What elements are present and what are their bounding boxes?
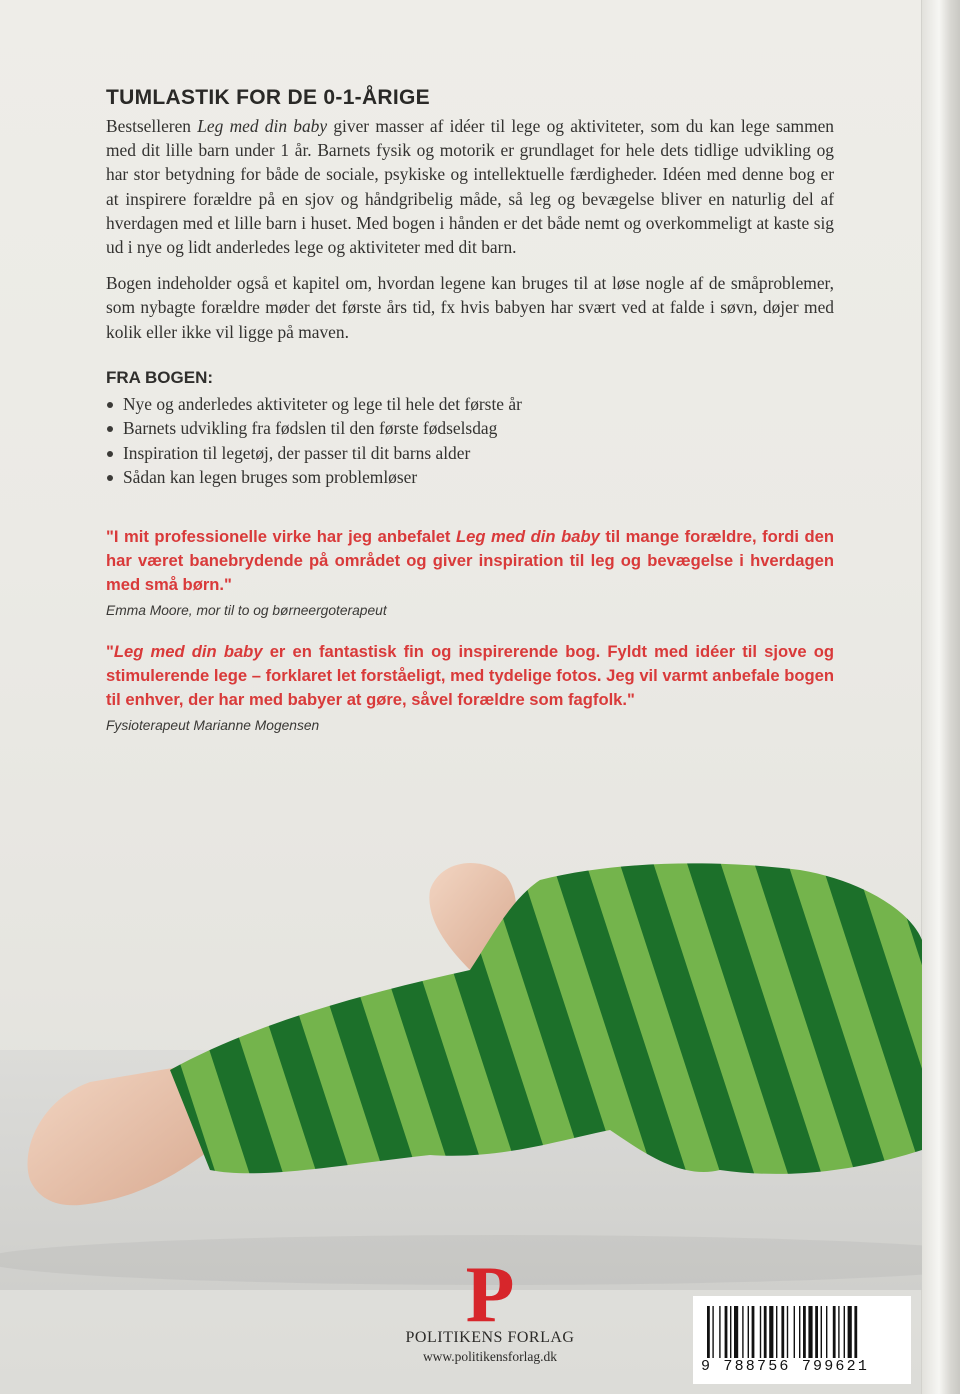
barcode-bar: [725, 1306, 728, 1358]
intro-text-start: Bestselleren: [106, 116, 198, 136]
publisher-p-logo-icon: [460, 1255, 520, 1327]
bullet-icon: [107, 475, 113, 481]
feature-list-item: [106, 416, 834, 440]
barcode-bar: [752, 1306, 755, 1358]
quote-1-text-start: "I mit professionelle virke har jeg anbefalet: [106, 527, 456, 547]
barcode-bar: [854, 1306, 857, 1358]
barcode-bar: [712, 1306, 713, 1358]
feature-text: Nye og anderledes aktiviteter og lege til hele det første år: [123, 393, 522, 414]
barcode-number: 9 788756 799621: [701, 1358, 870, 1375]
quote-1-book-title: Leg med din baby: [455, 527, 600, 547]
feature-list-item: [106, 441, 834, 465]
barcode-bar: [787, 1306, 788, 1358]
baby-legs-photo: [0, 820, 922, 1290]
publisher-website: www.politikensforlag.dk: [422, 1349, 558, 1364]
barcode-bar: [803, 1306, 806, 1358]
intro-paragraph: [106, 114, 834, 259]
barcode-bar: [776, 1306, 777, 1358]
barcode-bar: [707, 1306, 710, 1358]
barcode-bars: [705, 1306, 901, 1358]
quote-2-text-rest: er en fantastisk fin og inspirerende bog. Fyldt med idéer til sjove og stimulerende lege – forklaret let forståeligt, med tydelige fotos. Jeg vil varmt anbefale bogen til enhver, der har med babyer at gøre, såvel forældre som fagfolk.": [106, 642, 834, 710]
quote-1-text-rest: til mange forældre, fordi den har været banebrydende på området og giver inspiration til leg og bevægelse i hverdagen med små børn.": [106, 527, 834, 595]
barcode-bar: [730, 1306, 731, 1358]
feature-text: Barnets udvikling fra fødslen til den første fødselsdag: [123, 418, 498, 439]
logo-letter: P: [465, 1255, 515, 1327]
book-spine-edge: [921, 0, 960, 1394]
barcode-bar: [838, 1306, 839, 1358]
barcode-bar: [769, 1306, 773, 1358]
quote-2-text-start: ": [106, 642, 114, 662]
publisher-name: POLITIKENS FORLAG: [405, 1329, 575, 1346]
feature-list: [106, 392, 834, 490]
barcode-bar: [808, 1306, 812, 1358]
feature-text: Inspiration til legetøj, der passer til dit barns alder: [123, 442, 471, 463]
testimonial-2-quote: [106, 640, 834, 712]
barcode-bar: [799, 1306, 800, 1358]
barcode-bar: [844, 1306, 845, 1358]
barcode-bar: [760, 1306, 761, 1358]
publisher-logo-area: [370, 1255, 610, 1365]
barcode-bar: [764, 1306, 767, 1358]
barcode-bar: [748, 1306, 749, 1358]
bullet-icon: [107, 451, 113, 457]
barcode-bar: [734, 1306, 738, 1358]
quote-2-book-title: Leg med din baby: [113, 642, 263, 662]
testimonial-1-quote: [106, 525, 834, 597]
bullet-icon: [107, 426, 113, 432]
barcode-bar: [781, 1306, 784, 1358]
bullet-icon: [107, 402, 113, 408]
second-paragraph: Bogen indeholder også et kapitel om, hvordan legene kan bruges til at løse nogle af de småproblemer, som nybagte forældre møder det første års tid, fx hvis babyen har svært ved at falde i søvn, døjer med kolik eller ikke vil ligge på maven.: [106, 273, 834, 342]
barcode-bar: [794, 1306, 795, 1358]
testimonial-2-attribution: Fysioterapeut Marianne Mogensen: [106, 718, 320, 734]
feature-list-item: [106, 465, 834, 489]
testimonial-2: [106, 640, 834, 733]
from-the-book-heading: FRA BOGEN:: [106, 367, 214, 387]
barcode-bar: [821, 1306, 822, 1358]
barcode-bar: [815, 1306, 818, 1358]
blurb-text-area: [106, 86, 834, 733]
barcode-bar: [719, 1306, 720, 1358]
feature-text: Sådan kan legen bruges som problemløser: [123, 467, 418, 488]
intro-book-title: Leg med din baby: [197, 116, 328, 136]
blurb-heading: TUMLASTIK FOR DE 0-1-ÅRIGE: [106, 86, 430, 109]
barcode-bar: [848, 1306, 852, 1358]
barcode-bar: [742, 1306, 743, 1358]
testimonial-1: [106, 525, 834, 618]
feature-list-item: [106, 392, 834, 416]
barcode-bar: [833, 1306, 836, 1358]
barcode-bar: [826, 1306, 827, 1358]
testimonial-1-attribution: Emma Moore, mor til to og børneergoterapeut: [106, 603, 387, 619]
isbn-barcode: [693, 1296, 911, 1384]
intro-text-rest: giver masser af idéer til lege og aktiviteter, som du kan lege sammen med dit lille barn under 1 år. Barnets fysik og motorik er grundlaget for hele dets tidlige udvikling og har stor betydning for både de sociale, psykiske og intellektuelle færdigheder. Idéen med denne bog er at inspirere forældre på en sjov og håndgribelig måde, så leg og bevægelse bliver en naturlig del af hverdagen med et lille barn i huset. Med bogen i hånden er det både nemt og overkommeligt at kaste sig ud i nye og lidt anderledes lege og aktiviteter med dit barn.: [106, 116, 835, 258]
